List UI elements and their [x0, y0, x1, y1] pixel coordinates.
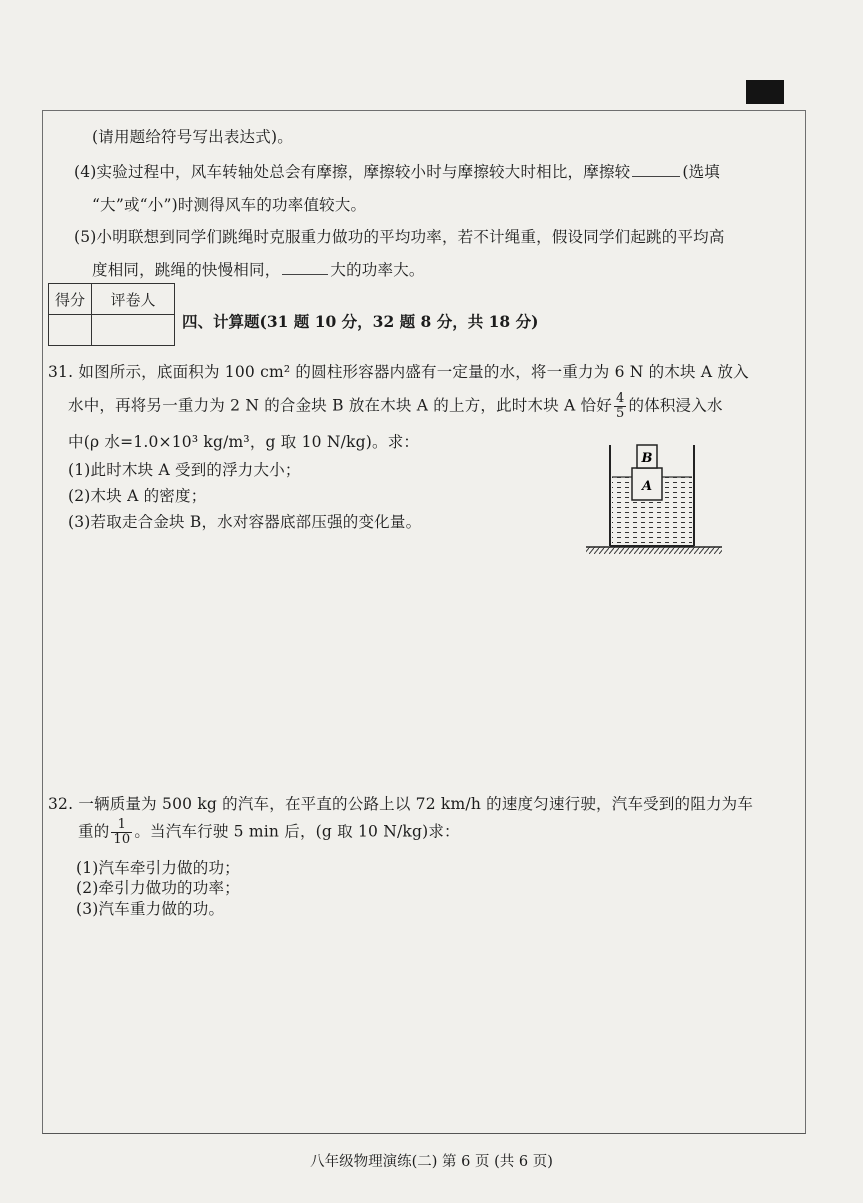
q30-part5-cont — [92, 258, 425, 280]
block-a-label: A — [641, 479, 653, 494]
ground-hatching — [586, 547, 722, 554]
q32-line1: 32. 一辆质量为 500 kg 的汽车，在平直的公路上以 72 km/h 的速度匀速行驶，汽车受到的阻力为车 — [48, 795, 754, 813]
q32-line2-end: 。当汽车行驶 5 min 后，(g 取 10 N/kg)求： — [134, 822, 460, 841]
fraction-one-tenth — [111, 818, 132, 847]
q31-line2-text: 水中，再将另一重力为 2 N 的合金块 B 放在木块 A 的上方，此时木块 A 恰好 — [68, 396, 612, 415]
section-title: 四、计算题(31 题 10 分，32 题 8 分，共 18 分) — [182, 312, 539, 331]
score-table — [48, 283, 175, 346]
fraction-denominator: 5 — [615, 406, 625, 421]
score-cell[interactable] — [49, 315, 92, 346]
fraction-numerator: 1 — [111, 818, 132, 833]
q30-part5: (5)小明联想到同学们跳绳时克服重力做功的平均功率，若不计绳重，假设同学们起跳的平均高 — [74, 228, 725, 246]
q31-sub1: (1)此时木块 A 受到的浮力大小； — [68, 461, 301, 479]
q32-sub1: (1)汽车牵引力做的功； — [76, 859, 240, 877]
q31-line2-end: 的体积浸入水 — [628, 396, 723, 415]
q32-line2 — [78, 818, 460, 847]
fraction-numerator: 4 — [615, 391, 625, 406]
q31-line1: 31. 如图所示，底面积为 100 cm² 的圆柱形容器内盛有一定量的水，将一重力为 6 N 的木块 A 放入 — [48, 363, 749, 381]
fraction-four-fifths — [614, 392, 626, 421]
q30-part5-end: 大的功率大。 — [330, 261, 425, 279]
expression-note: (请用题给符号写出表达式)。 — [92, 128, 293, 146]
q30-part4-text: (4)实验过程中，风车转轴处总会有摩擦，摩擦较小时与摩擦较大时相比，摩擦较 — [74, 163, 631, 181]
q30-part4 — [74, 160, 720, 182]
q32-sub2: (2)牵引力做功的功率； — [76, 879, 240, 897]
fraction-denominator: 10 — [113, 832, 131, 847]
q31-sub3: (3)若取走合金块 B，水对容器底部压强的变化量。 — [68, 513, 422, 531]
q30-part4-option: (选填 — [682, 163, 721, 181]
block-b-label: B — [641, 451, 653, 466]
grader-cell[interactable] — [92, 315, 175, 346]
q31-line2 — [68, 392, 723, 421]
q31-line3: 中(ρ 水=1.0×10³ kg/m³，g 取 10 N/kg)。求： — [68, 433, 420, 451]
page-footer: 八年级物理演练(二) 第 6 页 (共 6 页) — [310, 1154, 553, 1170]
q31-sub2: (2)木块 A 的密度； — [68, 487, 207, 505]
grader-label: 评卷人 — [92, 284, 175, 315]
container-figure — [584, 440, 724, 560]
answer-blank-4[interactable] — [632, 175, 680, 177]
answer-blank-5[interactable] — [282, 273, 328, 275]
q30-part5-text: 度相同，跳绳的快慢相同， — [92, 261, 281, 279]
q32-line2-text: 重的 — [78, 822, 110, 841]
corner-marker — [746, 80, 784, 104]
q32-sub3: (3)汽车重力做的功。 — [76, 900, 225, 918]
score-label: 得分 — [49, 284, 92, 315]
q30-part4-cont: “大”或“小”)时测得风车的功率值较大。 — [92, 196, 367, 214]
